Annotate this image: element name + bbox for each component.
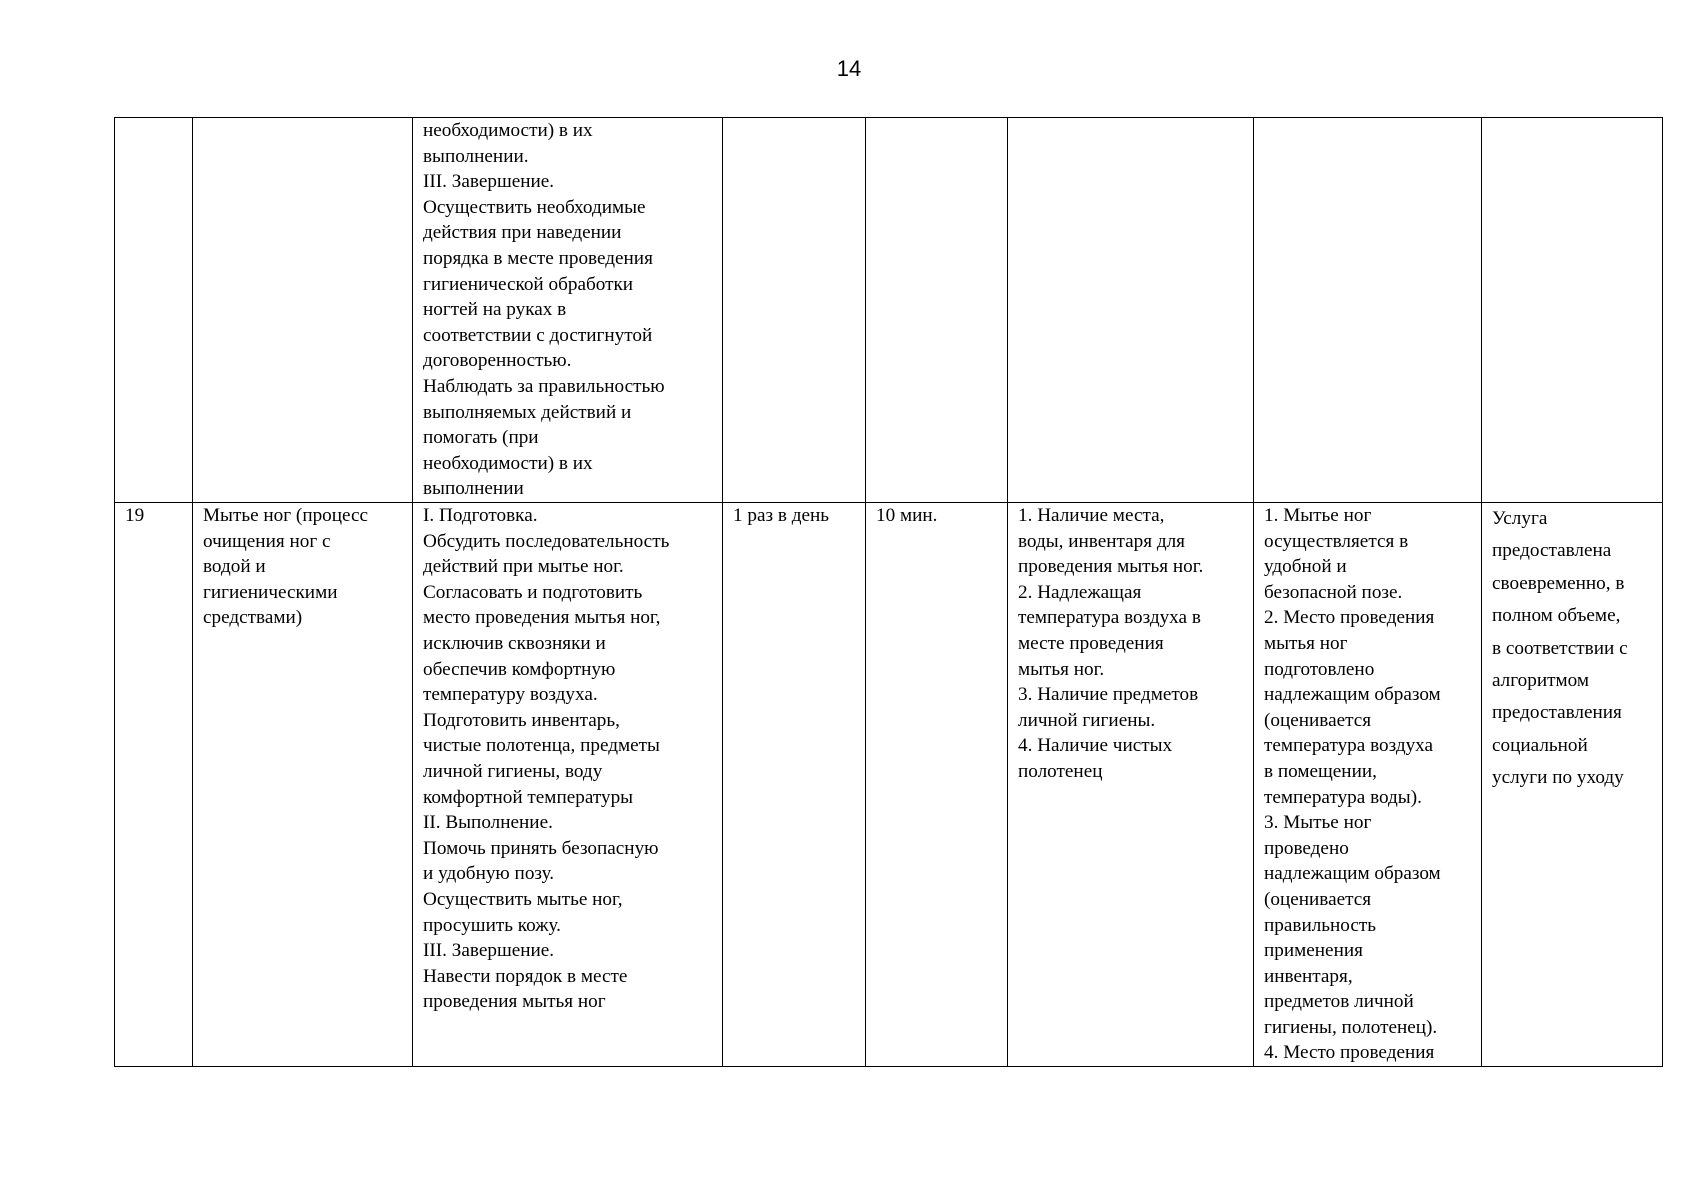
page-number: 14 — [836, 56, 862, 81]
cell-number — [115, 118, 193, 503]
cell-frequency: 1 раз в день — [723, 503, 866, 1067]
cell-number: 19 — [115, 503, 193, 1067]
cell-quality-indicators: 1. Мытье ног осуществляется в удобной и безопасной позе. 2. Место проведения мытья ног подготовлено надлежащим образом (оценивается температура воздуха в помещении, температура воды). 3. Мытье ног проведено надлежащим образом (оценивается правильность применения инвентаря, предметов личной гигиены, полотенец). 4. Место проведения — [1254, 503, 1482, 1067]
cell-frequency — [723, 118, 866, 503]
cell-quality-indicators — [1254, 118, 1482, 503]
cell-conditions — [1008, 118, 1254, 503]
cell-conditions: 1. Наличие места, воды, инвентаря для проведения мытья ног. 2. Надлежащая температура воздуха в месте проведения мытья ног. 3. Наличие предметов личной гигиены. 4. Наличие чистых полотенец — [1008, 503, 1254, 1067]
table-row-continuation — [115, 118, 1663, 503]
cell-service-name — [193, 118, 413, 503]
cell-duration: 10 мин. — [866, 503, 1008, 1067]
cell-result: Услуга предоставлена своевременно, в полном объеме, в соответствии с алгоритмом предоставления социальной услуги по уходу — [1482, 503, 1663, 1067]
table-row-19 — [115, 503, 1663, 1067]
cell-service-name: Мытье ног (процесс очищения ног с водой и гигиеническими средствами) — [193, 503, 413, 1067]
cell-duration — [866, 118, 1008, 503]
cell-service-content: I. Подготовка. Обсудить последовательность действий при мытье ног. Согласовать и подготовить место проведения мытья ног, исключив сквозняки и обеспечив комфортную температуру воздуха. Подготовить инвентарь, чистые полотенца, предметы личной гигиены, воду комфортной температуры II. Выполнение. Помочь принять безопасную и удобную позу. Осуществить мытье ног, просушить кожу. III. Завершение. Навести порядок в месте проведения мытья ног — [413, 503, 723, 1067]
services-table — [114, 117, 1663, 1067]
cell-service-content: необходимости) в их выполнении. III. Завершение. Осуществить необходимые действия при наведении порядка в месте проведения гигиенической обработки ногтей на руках в соответствии с достигнутой договоренностью. Наблюдать за правильностью выполняемых действий и помогать (при необходимости) в их выполнении — [413, 118, 723, 503]
cell-result — [1482, 118, 1663, 503]
